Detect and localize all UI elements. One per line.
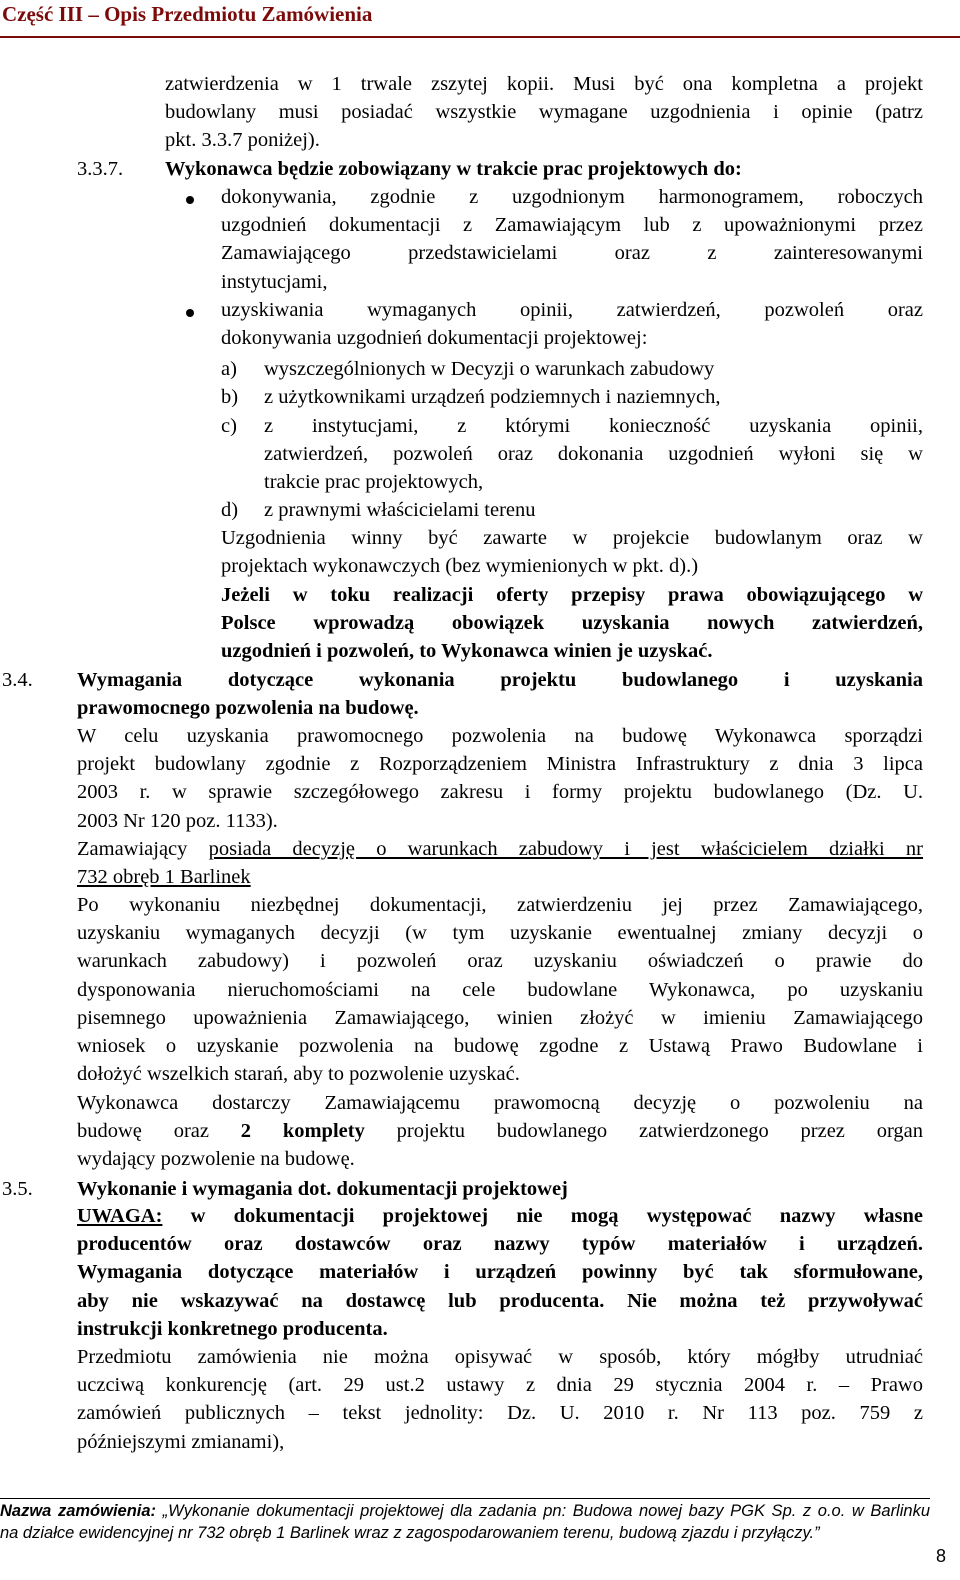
text-line: zatwierdzeń, pozwoleń oraz dokonania uzgodnień wyłoni się w (264, 443, 923, 466)
list-item (264, 412, 923, 497)
paragraph (77, 1089, 923, 1174)
text-span: projektu budowlanego zatwierdzonego przez organ (396, 1120, 924, 1143)
text-span: Zamawiający (77, 838, 188, 860)
footer-text: „Wykonanie dokumentacji projektowej dla zadania pn: Budowa nowej bazy PGK Sp. z o.o. w Barlinku (162, 1502, 930, 1520)
paragraph (77, 1343, 923, 1456)
text-line: Zamawiającego przedstawicielami oraz z zainteresowanymi (221, 242, 923, 265)
text-span: budowę oraz (77, 1120, 209, 1143)
text-line: uzgodnień i pozwoleń, to Wykonawca winien je uzyskać. (221, 640, 713, 663)
text-line: późniejszymi zmianami), (77, 1430, 285, 1453)
text-line: zamówień publicznych – tekst jednolity: Dz. U. 2010 r. Nr 113 poz. 759 z (77, 1402, 923, 1425)
text-line: dokonywania, zgodnie z uzgodnionym harmonogramem, roboczych (221, 186, 923, 208)
page-footer (0, 1500, 930, 1544)
paragraph (77, 891, 923, 1088)
text-line: Uzgodnienia winny być zawarte w projekcie budowlanym oraz w (221, 527, 923, 549)
text-line: zatwierdzenia w 1 trwale zszytej kopii. Musi być ona kompletna a projekt (165, 73, 923, 95)
text-line: Wymagania dotyczące wykonania projektu budowlanego i uzyskania (77, 669, 923, 691)
text-span: w dokumentacji projektowej nie mogą występować nazwy własne (190, 1205, 923, 1227)
bullet-icon (186, 196, 194, 204)
text-line: dokonywania uzgodnień dokumentacji projektowej: (221, 327, 648, 350)
page-number: 8 (936, 1546, 947, 1566)
text-line: uczciwą konkurencję (art. 29 ust.2 ustawy z dnia 29 stycznia 2004 r. – Prawo (77, 1374, 923, 1397)
page-header (0, 0, 960, 38)
warning-paragraph (77, 1202, 923, 1343)
section-heading: Wykonawca będzie zobowiązany w trakcie prac projektowych do: (165, 158, 742, 180)
text-line: producentów oraz dostawców oraz nazwy typów materiałów i urządzeń. (77, 1233, 923, 1256)
footer-divider (0, 1498, 930, 1499)
text-line: wydający pozwolenie na budowę. (77, 1148, 355, 1171)
section-number: 3.4. (2, 669, 33, 691)
text-line: wniosek o uzyskanie pozwolenia na budowę zgodne z Ustawą Prawo Budowlane i (77, 1034, 923, 1057)
text-line (77, 1202, 923, 1230)
list-item: z prawnymi właścicielami terenu (264, 499, 536, 521)
text-line: aby nie wskazywać na dostawcę lub producenta. Nie można też przywoływać (77, 1289, 923, 1312)
text-line: budowlany musi posiadać wszystkie wymagane uzgodnienia i opinie (patrz (165, 101, 923, 124)
bullet-item (221, 183, 923, 296)
text-line: projektach wykonawczych (bez wymienionych w pkt. d).) (221, 555, 699, 578)
list-label: b) (221, 386, 239, 408)
header-title: Część III – Opis Przedmiotu Zamówienia (2, 2, 373, 26)
text-line: pisemnego upoważnienia Zamawiającego, winien złożyć w imieniu Zamawiającego (77, 1006, 923, 1029)
bold-text: 2 komplety (240, 1120, 365, 1143)
footer-line: na działce ewidencyjnej nr 732 obręb 1 Barlinek wraz z zagospodarowaniem terenu, budową zjazdu i przyłączy.” (0, 1524, 820, 1542)
text-line: warunkach zabudowy) i pozwoleń oraz uzyskaniu oświadczeń o prawie do (77, 950, 923, 973)
text-line: W celu uzyskania prawomocnego pozwolenia na budowę Wykonawca sporządzi (77, 725, 923, 747)
text-line: 2003 r. w sprawie szczegółowego zakresu i formy projektu budowlanego (Dz. U. (77, 781, 923, 804)
text-line: uzyskaniu wymaganych decyzji (w tym uzyskanie ewentualnej zmiany decyzji o (77, 922, 923, 945)
text-line: dysponowania nieruchomościami na cele budowlane Wykonawca, po uzyskaniu (77, 978, 923, 1001)
bullet-item (221, 296, 923, 352)
text-line: Po wykonaniu niezbędnej dokumentacji, zatwierdzeniu jej przez Zamawiającego, (77, 894, 923, 916)
text-line: projekt budowlany zgodnie z Rozporządzeniem Ministra Infrastruktury z dnia 3 lipca (77, 753, 923, 776)
list-item: z użytkownikami urządzeń podziemnych i naziemnych, (264, 386, 721, 408)
text-line (77, 863, 923, 891)
agreements-paragraph (221, 524, 923, 580)
text-line (77, 1117, 923, 1145)
text-line: prawomocnego pozwolenia na budowę. (77, 697, 419, 720)
intro-paragraph (165, 70, 923, 155)
list-label: a) (221, 358, 237, 380)
list-label: d) (221, 499, 239, 521)
text-line: uzgodnień dokumentacji z Zamawiającym lub z upoważnionymi przez (221, 214, 923, 237)
text-line: trakcie prac projektowych, (264, 471, 484, 494)
text-line (77, 835, 923, 863)
text-line: Wykonawca dostarczy Zamawiającemu prawomocną decyzję o pozwoleniu na (77, 1092, 923, 1114)
section-heading (77, 666, 923, 722)
text-line: Jeżeli w toku realizacji oferty przepisy prawa obowiązującego w (221, 584, 923, 606)
list-item: wyszczególnionych w Decyzji o warunkach zabudowy (264, 358, 715, 380)
underlined-text: 732 obręb 1 Barlinek (77, 866, 251, 889)
underlined-text: posiada decyzję o warunkach zabudowy i jest właścicielem działki nr (208, 838, 924, 860)
text-line: Polsce wprowadzą obowiązek uzyskania nowych zatwierdzeń, (221, 612, 923, 635)
text-line: dołożyć wszelkich starań, aby to pozwolenie uzyskać. (77, 1063, 520, 1086)
list-label: c) (221, 415, 237, 437)
section-number: 3.3.7. (77, 158, 124, 180)
warning-label: UWAGA: (77, 1205, 163, 1227)
paragraph (77, 722, 923, 835)
text-line: pkt. 3.3.7 poniżej). (165, 129, 320, 152)
paragraph (77, 835, 923, 891)
footer-label: Nazwa zamówienia: (0, 1502, 157, 1520)
text-line: uzyskiwania wymaganych opinii, zatwierdzeń, pozwoleń oraz (221, 299, 923, 321)
text-line: Przedmiotu zamówienia nie można opisywać w sposób, który mógłby utrudniać (77, 1346, 923, 1368)
bullet-icon (186, 309, 194, 317)
text-line: z instytucjami, z którymi konieczność uzyskania opinii, (264, 415, 923, 437)
text-line: instrukcji konkretnego producenta. (77, 1317, 388, 1340)
text-line: Wymagania dotyczące materiałów i urządzeń powinny być tak sformułowane, (77, 1261, 923, 1284)
footer-line (0, 1500, 930, 1522)
bold-note (221, 581, 923, 666)
section-number: 3.5. (2, 1178, 33, 1200)
section-heading: Wykonanie i wymagania dot. dokumentacji projektowej (77, 1178, 568, 1200)
text-line: 2003 Nr 120 poz. 1133). (77, 809, 278, 832)
text-line: instytucjami, (221, 270, 328, 293)
